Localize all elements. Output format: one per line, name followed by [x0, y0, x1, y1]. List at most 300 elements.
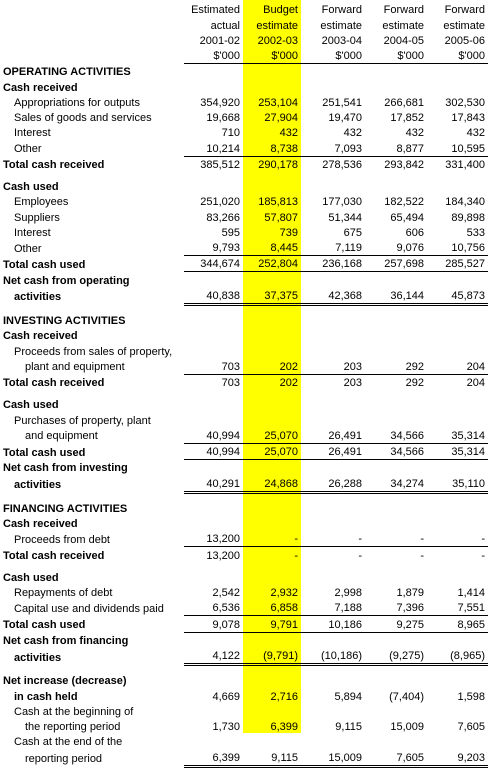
- value-cell: [427, 412, 488, 427]
- value-cell: 606: [405, 226, 424, 239]
- table-row: [0, 719, 488, 734]
- table-row: [0, 475, 488, 492]
- table-row: [0, 359, 488, 375]
- value-cell: 331,400: [445, 158, 485, 171]
- value-cell: -: [301, 531, 365, 547]
- header-spacer: [0, 17, 184, 32]
- value-cell: [243, 734, 301, 749]
- value-cell: 83,266: [206, 211, 240, 224]
- value-cell: (9,275): [365, 648, 427, 665]
- value-cell: 10,595: [427, 140, 488, 156]
- value-cell: 204: [427, 359, 488, 375]
- value-cell: 13,200: [206, 549, 240, 562]
- header-spacer: [0, 48, 184, 64]
- header-spacer: [0, 2, 184, 17]
- value-cell: 7,605: [457, 721, 485, 733]
- value-cell: 9,203: [427, 749, 488, 766]
- value-cell: 354,920: [200, 96, 240, 109]
- value-cell: [427, 79, 488, 94]
- row-label: Appropriations for outputs: [14, 96, 140, 109]
- col-header-year: 2001-02: [199, 34, 240, 47]
- value-cell: [301, 64, 365, 80]
- value-cell: [301, 632, 365, 648]
- value-cell: [301, 412, 365, 427]
- value-cell: [301, 79, 365, 94]
- value-cell: 7,119: [301, 240, 365, 256]
- value-cell: 293,842: [384, 158, 424, 171]
- value-cell: 251,020: [200, 196, 240, 209]
- value-cell: [243, 313, 301, 328]
- value-cell: [427, 343, 488, 358]
- value-cell: 9,115: [243, 749, 301, 766]
- value-cell: 292: [405, 377, 424, 389]
- table-row: [0, 397, 488, 412]
- value-cell: [184, 79, 243, 94]
- value-cell: [365, 79, 427, 94]
- table-row: [0, 516, 488, 531]
- value-cell: 177,030: [322, 196, 362, 209]
- value-cell: 17,843: [451, 112, 485, 124]
- header-spacer: [0, 33, 184, 48]
- row-label: Capital use and dividends paid: [14, 602, 164, 615]
- col-header-line1: Forward: [444, 4, 485, 17]
- value-cell: 19,470: [328, 112, 362, 124]
- value-cell: 4,669: [212, 690, 240, 703]
- row-label: Total cash used: [3, 446, 86, 459]
- table-row: [0, 272, 488, 288]
- table-row: [0, 209, 488, 224]
- table-row: [0, 225, 488, 240]
- value-cell: [427, 397, 488, 412]
- value-cell: 8,445: [243, 240, 301, 256]
- value-cell: 26,491: [301, 443, 365, 459]
- spacer-cell: [0, 304, 488, 313]
- value-cell: [427, 313, 488, 328]
- table-row: [0, 585, 488, 600]
- table-row: [0, 600, 488, 616]
- row-label: Other: [14, 242, 42, 255]
- value-cell: [301, 179, 365, 194]
- value-cell: 7,188: [301, 600, 365, 616]
- value-cell: 25,070: [243, 428, 301, 444]
- value-cell: 7,551: [427, 600, 488, 616]
- value-cell: 19,668: [206, 112, 240, 124]
- table-row: [0, 570, 488, 585]
- value-cell: 10,214: [184, 140, 243, 156]
- col-header-line2: estimate: [256, 19, 298, 32]
- value-cell: 9,076: [365, 240, 427, 256]
- value-cell: [301, 397, 365, 412]
- value-cell: 202: [279, 377, 298, 389]
- table-row: [0, 749, 488, 766]
- value-cell: -: [420, 549, 424, 562]
- row-label: activities: [14, 291, 62, 304]
- value-cell: [301, 343, 365, 358]
- col-header-unit: $'000: [427, 48, 488, 64]
- value-cell: [243, 632, 301, 648]
- value-cell: 1,879: [396, 587, 424, 599]
- value-cell: [243, 704, 301, 719]
- table-row: [0, 156, 488, 172]
- value-cell: 40,994: [184, 428, 243, 444]
- value-cell: [365, 704, 427, 719]
- table-row: [0, 704, 488, 719]
- value-cell: 24,868: [243, 475, 301, 492]
- col-header-line2: estimate: [382, 19, 424, 32]
- value-cell: 35,314: [427, 428, 488, 444]
- col-header-line1: Forward: [383, 4, 424, 17]
- table-row: [0, 688, 488, 703]
- row-label: Total cash received: [3, 549, 105, 562]
- value-cell: [301, 734, 365, 749]
- value-cell: [301, 460, 365, 476]
- value-cell: 10,756: [427, 240, 488, 256]
- value-cell: 257,698: [365, 256, 427, 272]
- spacer-cell: [0, 390, 488, 397]
- value-cell: [301, 570, 365, 585]
- row-label: the reporting period: [25, 721, 121, 733]
- value-cell: 15,009: [390, 721, 424, 733]
- value-cell: 203: [301, 359, 365, 375]
- value-cell: [301, 704, 365, 719]
- value-cell: 26,491: [301, 428, 365, 444]
- spacer-cell: [0, 563, 488, 570]
- value-cell: 236,168: [301, 256, 365, 272]
- spacer-row: [0, 390, 488, 397]
- row-label: Interest: [14, 226, 51, 239]
- col-header-unit: $'000: [243, 48, 301, 64]
- value-cell: 9,791: [243, 616, 301, 632]
- value-cell: [184, 516, 243, 531]
- value-cell: [301, 516, 365, 531]
- value-cell: 344,674: [184, 256, 243, 272]
- value-cell: 1,730: [212, 721, 240, 733]
- value-cell: 9,115: [335, 721, 362, 733]
- value-cell: [243, 501, 301, 516]
- value-cell: 6,399: [184, 749, 243, 766]
- value-cell: 10,186: [301, 616, 365, 632]
- row-label: Total cash received: [3, 377, 105, 389]
- header-row-2: [0, 17, 488, 32]
- value-cell: [427, 501, 488, 516]
- col-header-year: 2003-04: [321, 34, 362, 47]
- value-cell: 285,527: [427, 256, 488, 272]
- value-cell: 2,932: [270, 587, 298, 599]
- value-cell: [184, 343, 243, 358]
- row-label: Repayments of debt: [14, 587, 113, 599]
- table-row: [0, 79, 488, 94]
- table-row: [0, 288, 488, 305]
- value-cell: 35,314: [427, 443, 488, 459]
- value-cell: 6,399: [270, 721, 298, 733]
- value-cell: 302,530: [445, 96, 485, 109]
- row-label: activities: [14, 651, 62, 664]
- value-cell: 385,512: [200, 158, 240, 171]
- value-cell: 8,877: [365, 140, 427, 156]
- value-cell: 9,793: [184, 240, 243, 256]
- row-label: reporting period: [25, 753, 103, 765]
- table-row: [0, 648, 488, 665]
- value-cell: [301, 313, 365, 328]
- value-cell: [243, 460, 301, 476]
- row-label: Cash received: [3, 518, 78, 530]
- value-cell: [301, 272, 365, 288]
- row-label: Sales of goods and services: [14, 112, 152, 124]
- table-row: [0, 110, 488, 125]
- value-cell: 40,838: [184, 288, 243, 305]
- value-cell: 203: [343, 377, 362, 389]
- value-cell: 8,738: [243, 140, 301, 156]
- table-row: [0, 443, 488, 459]
- value-cell: 675: [343, 226, 362, 239]
- value-cell: [365, 460, 427, 476]
- col-header-line1: Budget: [263, 4, 298, 17]
- row-label: activities: [14, 479, 62, 491]
- value-cell: 15,009: [301, 749, 365, 766]
- value-cell: [243, 412, 301, 427]
- value-cell: [365, 397, 427, 412]
- value-cell: 251,541: [322, 96, 362, 109]
- value-cell: [427, 328, 488, 343]
- col-header-year: 2004-05: [383, 34, 424, 47]
- row-label: Total cash used: [3, 258, 86, 271]
- spacer-row: [0, 492, 488, 501]
- value-cell: 9,078: [184, 616, 243, 632]
- spacer-cell: [0, 492, 488, 501]
- header-row-3: [0, 33, 488, 48]
- value-cell: -: [358, 549, 362, 562]
- table-row: [0, 531, 488, 547]
- value-cell: 26,288: [301, 475, 365, 492]
- value-cell: 2,998: [334, 587, 362, 599]
- value-cell: 45,873: [427, 288, 488, 305]
- value-cell: 6,858: [243, 600, 301, 616]
- col-header-line2: actual: [210, 19, 240, 32]
- row-label: Net cash from operating: [3, 274, 130, 287]
- table-row: [0, 734, 488, 749]
- value-cell: 432: [279, 127, 298, 140]
- table-row: [0, 125, 488, 140]
- row-label: plant and equipment: [25, 361, 125, 374]
- header-row-1: [0, 2, 488, 17]
- value-cell: 35,110: [427, 475, 488, 492]
- value-cell: [243, 79, 301, 94]
- table-row: [0, 194, 488, 209]
- value-cell: -: [243, 531, 301, 547]
- col-header-unit: $'000: [365, 48, 427, 64]
- row-label: Cash received: [3, 330, 78, 343]
- value-cell: 182,522: [384, 196, 424, 209]
- value-cell: [365, 64, 427, 80]
- spacer-cell: [0, 665, 488, 674]
- table-row: [0, 374, 488, 390]
- value-cell: [184, 632, 243, 648]
- col-header-line1: Forward: [321, 4, 362, 17]
- table-row: [0, 460, 488, 476]
- value-cell: 7,605: [365, 749, 427, 766]
- value-cell: [365, 673, 427, 688]
- value-cell: [365, 328, 427, 343]
- table-row: [0, 547, 488, 563]
- row-label: Cash at the end of the: [14, 736, 123, 749]
- value-cell: [427, 734, 488, 749]
- section-row: [0, 313, 488, 328]
- value-cell: [301, 673, 365, 688]
- row-label: Total cash used: [3, 619, 86, 631]
- value-cell: 432: [405, 127, 424, 140]
- value-cell: 278,536: [322, 158, 362, 171]
- value-cell: 202: [243, 359, 301, 375]
- value-cell: [427, 460, 488, 476]
- section-row: [0, 501, 488, 516]
- value-cell: [243, 673, 301, 688]
- value-cell: [243, 397, 301, 412]
- row-label: in cash held: [14, 690, 78, 703]
- row-label: Cash used: [3, 399, 59, 412]
- value-cell: 34,566: [365, 443, 427, 459]
- value-cell: 65,494: [390, 211, 424, 224]
- value-cell: 184,340: [445, 196, 485, 209]
- value-cell: 34,566: [365, 428, 427, 444]
- value-cell: 5,894: [334, 690, 362, 703]
- col-header-line2: estimate: [320, 19, 362, 32]
- value-cell: [365, 313, 427, 328]
- value-cell: 432: [343, 127, 362, 140]
- value-cell: 36,144: [365, 288, 427, 305]
- value-cell: [243, 179, 301, 194]
- value-cell: 4,122: [184, 648, 243, 665]
- value-cell: 40,994: [184, 443, 243, 459]
- row-label: Interest: [14, 127, 51, 140]
- spacer-row: [0, 563, 488, 570]
- row-label: Cash received: [3, 81, 78, 94]
- value-cell: [243, 328, 301, 343]
- value-cell: [301, 501, 365, 516]
- value-cell: 266,681: [384, 96, 424, 109]
- spacer-row: [0, 304, 488, 313]
- value-cell: 595: [221, 226, 240, 239]
- row-label: Cash at the beginning of: [14, 705, 134, 718]
- table-row: [0, 343, 488, 358]
- value-cell: [427, 632, 488, 648]
- row-label: Total cash received: [3, 158, 105, 171]
- value-cell: 2,716: [270, 690, 298, 703]
- value-cell: 17,852: [390, 112, 424, 124]
- section-heading: FINANCING ACTIVITIES: [3, 502, 128, 515]
- value-cell: 7,396: [365, 600, 427, 616]
- value-cell: 6,536: [184, 600, 243, 616]
- value-cell: 51,344: [328, 211, 362, 224]
- value-cell: 89,898: [451, 211, 485, 224]
- col-header-year: 2002-03: [257, 34, 298, 47]
- row-label: Purchases of property, plant: [14, 414, 151, 427]
- value-cell: [365, 570, 427, 585]
- value-cell: [243, 516, 301, 531]
- value-cell: -: [294, 549, 298, 562]
- value-cell: [427, 570, 488, 585]
- col-header-year: 2005-06: [444, 34, 485, 47]
- header-row-4: [0, 48, 488, 64]
- table-row: [0, 140, 488, 156]
- value-cell: 253,104: [258, 96, 298, 109]
- row-label: Suppliers: [14, 211, 60, 224]
- value-cell: [365, 412, 427, 427]
- value-cell: [365, 632, 427, 648]
- table-row: [0, 632, 488, 648]
- table-row: [0, 256, 488, 272]
- table-row: [0, 95, 488, 110]
- row-label: Net cash from investing: [3, 462, 128, 475]
- value-cell: 1,598: [457, 690, 485, 703]
- value-cell: [365, 516, 427, 531]
- value-cell: 42,368: [301, 288, 365, 305]
- value-cell: [184, 64, 243, 80]
- row-label: Net cash from financing: [3, 634, 129, 647]
- value-cell: [184, 704, 243, 719]
- value-cell: [427, 272, 488, 288]
- section-heading: OPERATING ACTIVITIES: [3, 66, 131, 79]
- row-label: Cash used: [3, 181, 59, 193]
- value-cell: [184, 313, 243, 328]
- row-label: Employees: [14, 196, 69, 209]
- value-cell: (7,404): [389, 690, 424, 703]
- value-cell: 1,414: [457, 587, 485, 599]
- row-label: Net increase (decrease): [3, 675, 127, 688]
- value-cell: [427, 64, 488, 80]
- value-cell: [184, 460, 243, 476]
- table-row: [0, 616, 488, 632]
- value-cell: [243, 343, 301, 358]
- table-row: [0, 179, 488, 194]
- value-cell: 703: [221, 377, 240, 389]
- col-header-unit: $'000: [301, 48, 365, 64]
- value-cell: [365, 501, 427, 516]
- value-cell: [301, 328, 365, 343]
- value-cell: [184, 272, 243, 288]
- value-cell: [427, 179, 488, 194]
- value-cell: -: [481, 549, 485, 562]
- col-header-unit: $'000: [184, 48, 243, 64]
- row-label: Cash used: [3, 571, 59, 584]
- value-cell: [184, 179, 243, 194]
- value-cell: 13,200: [184, 531, 243, 547]
- value-cell: 739: [279, 226, 298, 239]
- value-cell: [365, 272, 427, 288]
- row-label: Proceeds from debt: [14, 533, 110, 546]
- value-cell: [365, 734, 427, 749]
- value-cell: [184, 673, 243, 688]
- row-label: Other: [14, 143, 42, 155]
- value-cell: (9,791): [243, 648, 301, 665]
- value-cell: [184, 734, 243, 749]
- col-header-line2: estimate: [443, 19, 485, 32]
- spacer-row: [0, 172, 488, 179]
- table-row: [0, 428, 488, 444]
- value-cell: [243, 64, 301, 80]
- value-cell: 57,807: [264, 211, 298, 224]
- value-cell: [243, 570, 301, 585]
- value-cell: [184, 397, 243, 412]
- col-header-line1: Estimated: [191, 4, 240, 17]
- section-row: [0, 64, 488, 80]
- value-cell: 290,178: [258, 158, 298, 171]
- table-body: [0, 64, 488, 767]
- table-row: [0, 240, 488, 256]
- cash-flow-table: [0, 2, 488, 768]
- value-cell: 533: [466, 226, 485, 239]
- table-row: [0, 328, 488, 343]
- value-cell: 204: [466, 377, 485, 389]
